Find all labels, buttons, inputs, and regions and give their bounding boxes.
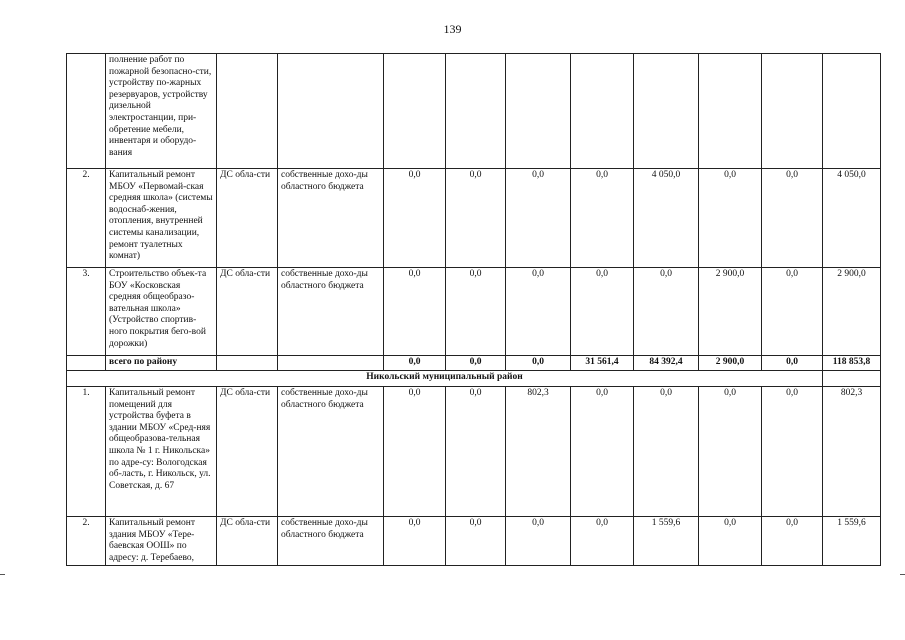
row-number: 2. bbox=[67, 169, 106, 268]
value-cell: 0,0 bbox=[506, 268, 571, 356]
value-cell: 0,0 bbox=[571, 268, 634, 356]
scan-mark bbox=[900, 574, 905, 575]
value-cell: 0,0 bbox=[446, 268, 506, 356]
value-cell: 802,3 bbox=[823, 387, 881, 517]
value-cell: 0,0 bbox=[384, 517, 446, 566]
funding-cell bbox=[278, 54, 384, 169]
value-cell: 2 900,0 bbox=[699, 268, 762, 356]
value-cell: 1 559,6 bbox=[634, 517, 699, 566]
value-cell: 0,0 bbox=[506, 517, 571, 566]
table-row bbox=[67, 517, 881, 566]
total-value: 0,0 bbox=[446, 356, 506, 371]
total-label: всего по району bbox=[106, 356, 217, 371]
value-cell: 2 900,0 bbox=[823, 268, 881, 356]
total-value: 2 900,0 bbox=[699, 356, 762, 371]
value-cell: 1 559,6 bbox=[823, 517, 881, 566]
value-cell bbox=[446, 54, 506, 169]
table-row bbox=[67, 54, 881, 169]
value-cell: 0,0 bbox=[446, 517, 506, 566]
value-cell: 4 050,0 bbox=[823, 169, 881, 268]
value-cell: 0,0 bbox=[571, 517, 634, 566]
value-cell bbox=[762, 54, 823, 169]
value-cell: 0,0 bbox=[699, 517, 762, 566]
total-value: 84 392,4 bbox=[634, 356, 699, 371]
funding-cell: собственные дохо-ды областного бюджета bbox=[278, 387, 384, 517]
value-cell: 0,0 bbox=[571, 387, 634, 517]
value-cell bbox=[699, 54, 762, 169]
table-row bbox=[67, 268, 881, 356]
value-cell bbox=[384, 54, 446, 169]
source-cell: ДС обла-сти bbox=[217, 517, 278, 566]
scan-mark bbox=[0, 574, 5, 575]
budget-table bbox=[66, 53, 881, 566]
value-cell: 0,0 bbox=[634, 268, 699, 356]
value-cell: 0,0 bbox=[446, 387, 506, 517]
value-cell: 0,0 bbox=[762, 387, 823, 517]
total-value: 31 561,4 bbox=[571, 356, 634, 371]
value-cell: 0,0 bbox=[384, 169, 446, 268]
row-number: 2. bbox=[67, 517, 106, 566]
value-cell: 0,0 bbox=[571, 169, 634, 268]
source-cell bbox=[217, 54, 278, 169]
funding-cell: собственные дохо-ды областного бюджета bbox=[278, 517, 384, 566]
value-cell bbox=[823, 54, 881, 169]
value-cell: 0,0 bbox=[384, 387, 446, 517]
object-name: Капитальный ремонт МБОУ «Первомай-ская средняя школа» (системы водоснаб-жения, отопления, внутренней системы канализации, ремонт туалетных комнат) bbox=[106, 169, 217, 268]
value-cell bbox=[506, 54, 571, 169]
value-cell: 4 050,0 bbox=[634, 169, 699, 268]
source-cell: ДС обла-сти bbox=[217, 387, 278, 517]
value-cell: 0,0 bbox=[634, 387, 699, 517]
value-cell bbox=[634, 54, 699, 169]
section-title: Никольский муниципальный район bbox=[67, 371, 823, 387]
value-cell: 0,0 bbox=[446, 169, 506, 268]
total-value: 118 853,8 bbox=[823, 356, 881, 371]
value-cell: 802,3 bbox=[506, 387, 571, 517]
object-name: Строительство объек-та БОУ «Косковская средняя общеобразо-вательная школа» (Устройство спортив-ного покрытия бего-вой дорожки) bbox=[106, 268, 217, 356]
value-cell: 0,0 bbox=[384, 268, 446, 356]
value-cell: 0,0 bbox=[762, 268, 823, 356]
value-cell: 0,0 bbox=[762, 169, 823, 268]
value-cell bbox=[571, 54, 634, 169]
object-name: Капитальный ремонт здания МБОУ «Тере-баевская ООШ» по адресу: д. Теребаево, bbox=[106, 517, 217, 566]
total-row bbox=[67, 356, 881, 371]
table-row bbox=[67, 169, 881, 268]
value-cell: 0,0 bbox=[762, 517, 823, 566]
total-value: 0,0 bbox=[506, 356, 571, 371]
value-cell: 0,0 bbox=[699, 169, 762, 268]
total-value: 0,0 bbox=[762, 356, 823, 371]
total-value: 0,0 bbox=[384, 356, 446, 371]
source-cell: ДС обла-сти bbox=[217, 268, 278, 356]
value-cell: 0,0 bbox=[699, 387, 762, 517]
source-cell: ДС обла-сти bbox=[217, 169, 278, 268]
object-name: Капитальный ремонт помещений для устройства буфета в здании МБОУ «Сред-няя общеобразова-тельная школа № 1 г. Никольска» по адре-су: Вологодская об-ласть, г. Никольск, ул. Советская, д. 67 bbox=[106, 387, 217, 517]
value-cell: 0,0 bbox=[506, 169, 571, 268]
section-row bbox=[67, 371, 881, 387]
funding-cell: собственные дохо-ды областного бюджета bbox=[278, 268, 384, 356]
page-number: 139 bbox=[443, 22, 462, 36]
row-number: 1. bbox=[67, 387, 106, 517]
row-number bbox=[67, 54, 106, 169]
funding-cell: собственные дохо-ды областного бюджета bbox=[278, 169, 384, 268]
row-number: 3. bbox=[67, 268, 106, 356]
table-row bbox=[67, 387, 881, 517]
object-name: полнение работ по пожарной безопасно-сти, устройству по-жарных резервуаров, устройству дизельной электростанции, при-обретение мебели, инвентаря и оборудо-вания bbox=[106, 54, 217, 169]
